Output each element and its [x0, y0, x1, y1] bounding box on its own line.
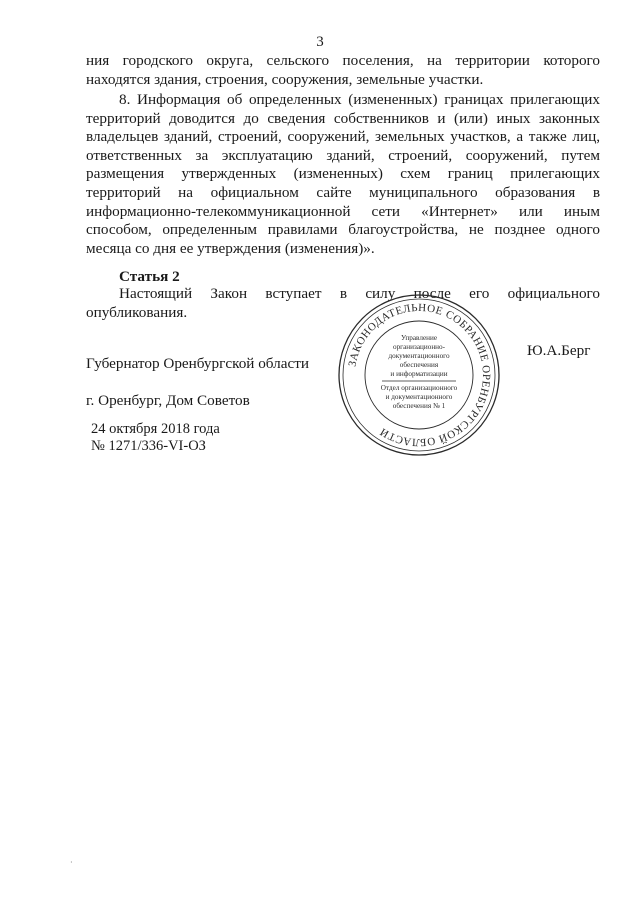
signing-date: 24 октября 2018 года: [91, 421, 220, 437]
continuation-paragraph: ния городского округа, сельского поселения, на территории которого находятся здания, строения, сооружения, земельные участки.: [86, 52, 600, 88]
seal-inner-line: Управление: [400, 334, 438, 342]
article-title: Статья 2: [119, 268, 180, 285]
signing-place: г. Оренбург, Дом Советов: [86, 392, 250, 409]
article-text: Настоящий Закон вступает в силу после его официального опубликования.: [86, 285, 600, 321]
official-seal: [334, 290, 504, 460]
signatory-position: Губернатор Оренбургской области: [86, 355, 309, 372]
item-8-paragraph: 8. Информация об определенных (измененных) границах прилегающих территорий доводится до сведения собственников и (или) иных законных владельцев зданий, строений, сооружений, земельных участков, а также лиц, ответственных за эксплуатацию зданий, строений, сооружений, путем размещения утвержденных (измененных) схем границ прилегающих территорий на официальном сайте муниципального образования в информационно-телекоммуникационной сети «Интернет» или иным способом, определенным правилами благоустройства, не позднее одного месяца со дня ее утверждения (изменения)».: [86, 91, 600, 257]
seal-inner-line: Отдел организационного: [380, 384, 458, 392]
seal-inner-line: документационного: [388, 352, 450, 360]
seal-inner-line: и информатизации: [390, 370, 448, 378]
seal-inner-line: и документационного: [385, 393, 453, 401]
seal-outer-text: ЗАКОНОДАТЕЛЬНОЕ СОБРАНИЕ ОРЕНБУРГСКОЙ ОБЛАСТИ: [346, 301, 493, 449]
page-number: 3: [316, 34, 324, 50]
seal-inner-line: обеспечения № 1: [392, 402, 446, 410]
signatory-name: Ю.А.Берг: [527, 342, 591, 359]
law-number: № 1271/336-VI-ОЗ: [91, 438, 206, 454]
seal-inner-line: обеспечения: [399, 361, 439, 369]
scan-speck: ·: [70, 858, 73, 867]
seal-inner-line: организационно-: [392, 343, 446, 351]
